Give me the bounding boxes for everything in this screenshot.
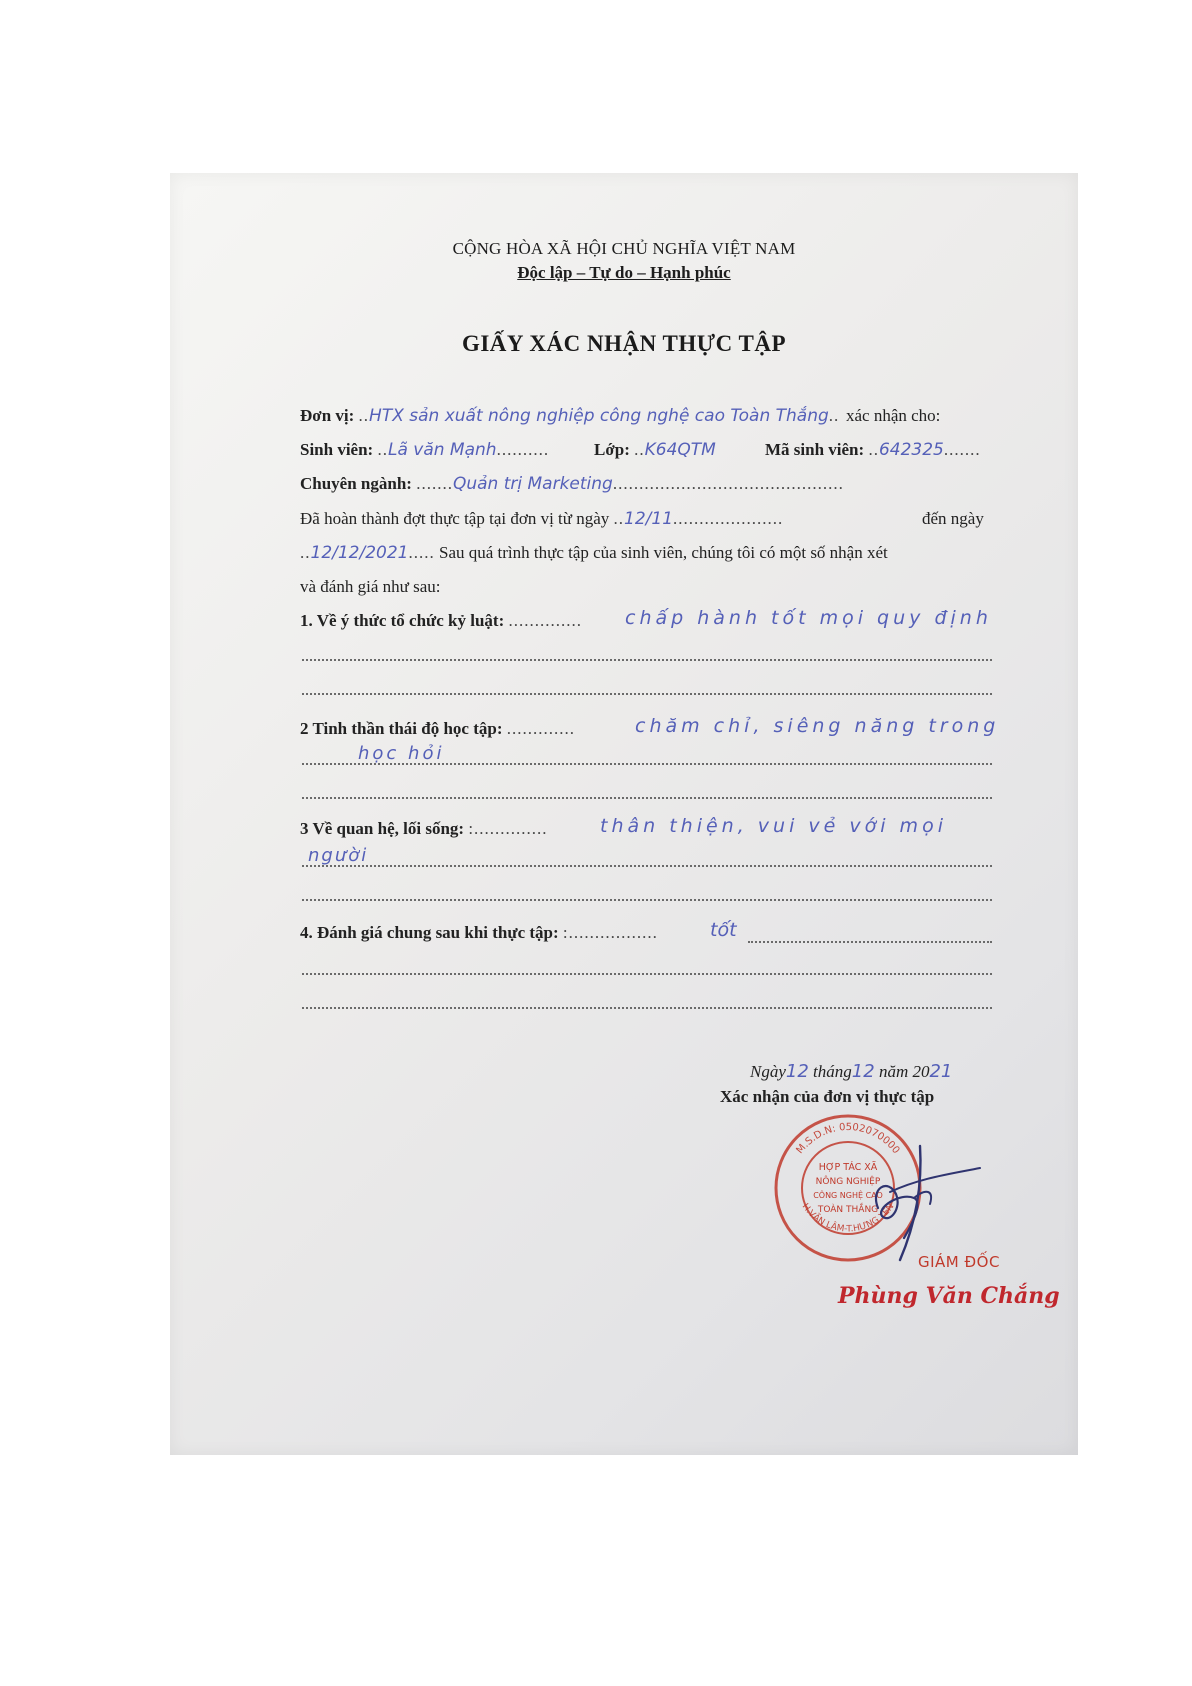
- unit-label: Đơn vị:: [300, 406, 355, 425]
- section-3-value: thân thiện, vui vẻ với mọi: [600, 815, 947, 837]
- completion-row: Đã hoàn thành đợt thực tập tại đơn vị từ ngày ..12/11.....................: [300, 509, 784, 529]
- major-label: Chuyên ngành:: [300, 474, 412, 493]
- dotted-line: [302, 865, 992, 867]
- student-row: Sinh viên: ..Lã văn Mạnh..........: [300, 440, 550, 460]
- class-label: Lớp:: [594, 440, 630, 459]
- unit-row: Đơn vị: ..HTX sản xuất nông nghiệp công nghệ cao Toàn Thắng..: [300, 406, 840, 426]
- section-1-value: chấp hành tốt mọi quy định: [625, 607, 992, 629]
- completion-text: Đã hoàn thành đợt thực tập tại đơn vị từ ngày: [300, 509, 610, 528]
- unit-suffix: xác nhận cho:: [846, 406, 941, 425]
- section-3-label: 3 Về quan hệ, lối sống:: [300, 819, 465, 838]
- handwritten-signature: [830, 1128, 990, 1268]
- dotted-line: [302, 973, 992, 975]
- section-2-value: chăm chỉ, siêng năng trong: [635, 715, 1000, 737]
- after-text: Sau quá trình thực tập của sinh viên, chúng tôi có một số nhận xét: [438, 543, 888, 562]
- date-month: 12: [851, 1061, 875, 1082]
- section-2-label: 2 Tinh thần thái độ học tập:: [300, 719, 503, 738]
- signing-date: [750, 1061, 952, 1082]
- after-text-2: và đánh giá như sau:: [300, 577, 441, 596]
- national-motto: [170, 263, 1078, 283]
- stamp-top-text: M.S.D.N: 0502070000: [794, 1121, 902, 1157]
- to-label: đến ngày: [922, 509, 984, 528]
- stamp-line-1: HỢP TÁC XÃ: [818, 1162, 878, 1173]
- class-row: Lớp: ..K64QTM: [594, 440, 716, 460]
- student-id-value: 642325: [878, 440, 944, 460]
- section-2-row: 2 Tinh thần thái độ học tập: .............: [300, 719, 575, 738]
- stamp-line-4: TOÀN THẮNG: [817, 1205, 879, 1215]
- section-4-label: 4. Đánh giá chung sau khi thực tập:: [300, 923, 559, 942]
- stamp-bottom-text: H.VĂN LÂM-T.HƯNG YÊN: [799, 1201, 897, 1235]
- confirmation-label: Xác nhận của đơn vị thực tập: [720, 1087, 935, 1106]
- unit-value: HTX sản xuất nông nghiệp công nghệ cao Toàn Thắng: [369, 406, 829, 426]
- section-3-row: 3 Về quan hệ, lối sống: :..............: [300, 819, 548, 838]
- student-id-label: Mã sinh viên:: [765, 440, 865, 459]
- dotted-line: [748, 941, 992, 943]
- student-value: Lã văn Mạnh: [387, 440, 497, 460]
- national-header: CỘNG HÒA XÃ HỘI CHỦ NGHĨA VIỆT NAM: [452, 239, 796, 258]
- dotted-line: [302, 797, 992, 799]
- dotted-line: [302, 1007, 992, 1009]
- student-label: Sinh viên:: [300, 440, 374, 459]
- director-title: GIÁM ĐỐC: [918, 1253, 1000, 1271]
- from-date: 12/11: [624, 509, 674, 529]
- section-1-row: 1. Về ý thức tổ chức kỷ luật: ..............: [300, 611, 582, 630]
- date-day: 12: [785, 1061, 809, 1082]
- date-nam: năm 20: [878, 1062, 930, 1081]
- date-thang: tháng: [813, 1062, 852, 1081]
- student-id-row: Mã sinh viên: ..642325.......: [765, 440, 981, 460]
- to-date-row: ..12/12/2021..... Sau quá trình thực tập của sinh viên, chúng tôi có một số nhận xét: [300, 543, 888, 563]
- stamp-line-3: CÔNG NGHỆ CAO: [813, 1191, 883, 1200]
- document-paper: [170, 173, 1078, 1455]
- section-2-value-2: học hỏi: [358, 743, 445, 764]
- major-value: Quản trị Marketing: [452, 474, 613, 494]
- document-title: GIẤY XÁC NHẬN THỰC TẬP: [461, 331, 787, 356]
- date-ngay: Ngày: [750, 1062, 786, 1081]
- dotted-line: [302, 899, 992, 901]
- date-year: 21: [929, 1061, 953, 1082]
- to-date: 12/12/2021: [310, 543, 409, 563]
- class-value: K64QTM: [644, 440, 716, 460]
- section-1-label: 1. Về ý thức tổ chức kỷ luật:: [300, 611, 505, 630]
- director-name: Phùng Văn Chắng: [838, 1283, 1060, 1309]
- motto-text: Độc lập – Tự do – Hạnh phúc: [517, 263, 731, 282]
- dotted-line: [302, 659, 992, 661]
- section-3-value-2: người: [308, 845, 369, 866]
- stamp-line-2: NÔNG NGHIỆP: [815, 1177, 881, 1187]
- section-4-value: tốt: [710, 919, 737, 941]
- major-row: Chuyên ngành: .......Quản trị Marketing............................................: [300, 474, 844, 494]
- dotted-line: [302, 693, 992, 695]
- section-4-row: 4. Đánh giá chung sau khi thực tập: :.................: [300, 923, 658, 942]
